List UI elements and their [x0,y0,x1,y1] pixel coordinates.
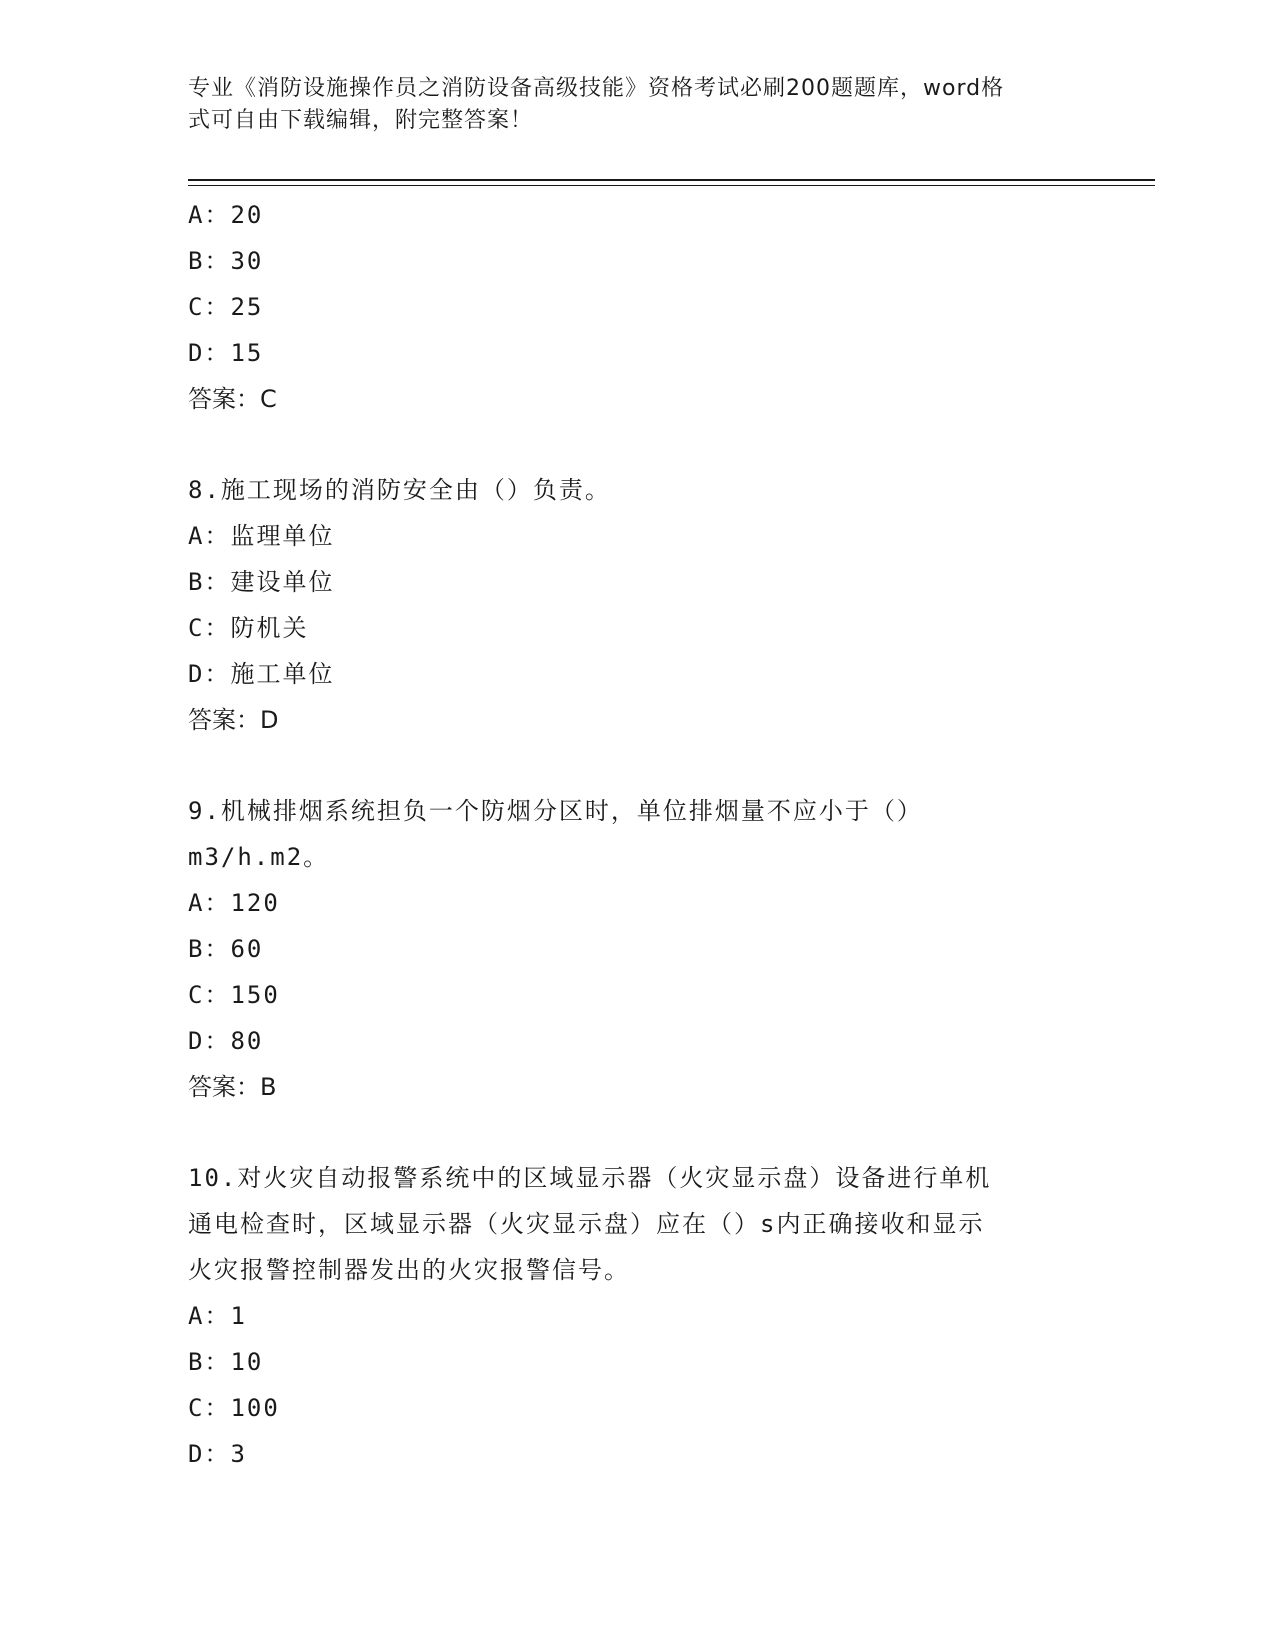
header-line-2: 式可自由下载编辑，附完整答案！ [188,108,534,133]
question-10-block [188,1155,1088,1477]
option-a: A：监理单位 [188,522,335,550]
question-content [188,192,1088,1477]
question-9-block [188,788,1088,1110]
header-divider-thick [188,179,1155,181]
header-divider-thin [188,185,1155,186]
option-d: D：15 [188,339,264,367]
question-stem-line-1: 9.机械排烟系统担负一个防烟分区时，单位排烟量不应小于（） [188,797,923,825]
question-stem-line-1: 10.对火灾自动报警系统中的区域显示器（火灾显示盘）设备进行单机 [188,1164,992,1192]
option-c: C：100 [188,1394,280,1422]
question-stem-line-2: m3/h.m2。 [188,843,330,871]
option-a: A：120 [188,889,280,917]
answer-line: 答案：C [188,385,277,413]
option-b: B：10 [188,1348,264,1376]
question-stem-line-3: 火灾报警控制器发出的火灾报警信号。 [188,1256,630,1284]
option-d: D：施工单位 [188,660,335,688]
option-c: C：防机关 [188,614,309,642]
option-b: B：30 [188,247,264,275]
question-7-block [188,192,1088,422]
document-header [188,73,1068,137]
option-d: D：80 [188,1027,264,1055]
header-line-1: 专业《消防设施操作员之消防设备高级技能》资格考试必刷200题题库，word格 [188,76,1005,101]
spacer [188,422,1088,467]
option-c: C：25 [188,293,264,321]
spacer [188,1110,1088,1155]
answer-line: 答案：B [188,1073,277,1101]
spacer [188,743,1088,788]
option-d: D：3 [188,1440,247,1468]
option-c: C：150 [188,981,280,1009]
option-a: A：1 [188,1302,247,1330]
question-8-block [188,467,1088,743]
question-stem-line-2: 通电检查时，区域显示器（火灾显示盘）应在（）s内正确接收和显示 [188,1210,985,1238]
answer-line: 答案：D [188,706,279,734]
option-b: B：60 [188,935,264,963]
option-a: A：20 [188,201,264,229]
option-b: B：建设单位 [188,568,335,596]
question-stem: 8.施工现场的消防安全由（）负责。 [188,476,611,504]
